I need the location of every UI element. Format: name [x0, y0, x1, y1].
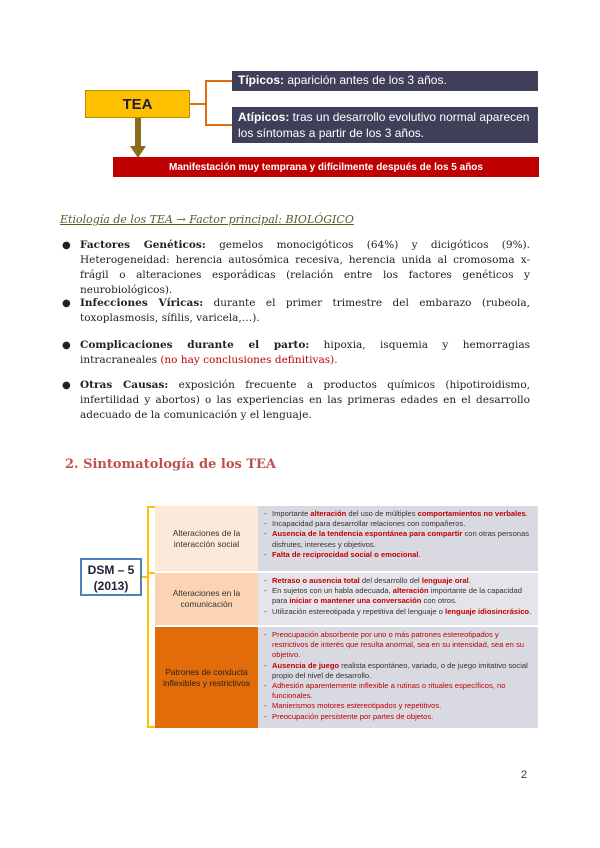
etiology-heading: Etiología de los TEA → Factor principal: BIOLÓGICO [60, 213, 354, 226]
section-heading: 2. Sintomatología de los TEA [65, 457, 277, 472]
category-behavior: Patrones de conducta inflexibles y restrictivos [155, 627, 258, 728]
item-term: Infecciones Víricas: [80, 297, 204, 309]
manifestation-bar: Manifestación muy temprana y difícilmente después de los 5 años [113, 157, 539, 177]
desc-behavior [258, 627, 538, 728]
dsm-bracket-line [147, 506, 149, 728]
etiology-item-birth [62, 338, 531, 368]
tipicos-text: aparición antes de los 3 años. [284, 73, 447, 87]
bullet-icon: ● [62, 240, 71, 251]
item-text: durante el primer trimestre del embarazo (rubeola, toxoplasmosis, sífilis, varicela,…). [80, 297, 530, 324]
atipicos-label: Atípicos: [238, 110, 290, 124]
etiology-item-genetic [62, 238, 530, 298]
item-text: hipoxia, isquemia y hemorragias intracraneales [80, 339, 531, 366]
category-communication: Alteraciones en la comunicación [155, 573, 258, 626]
list-item: - Adhesión aparentemente inflexible a rutinas o rituales específicos, no funcionales. [264, 681, 532, 701]
list-item: - Manierismos motores estereotipados y repetitivos. [264, 701, 532, 711]
tipicos-box [232, 71, 538, 91]
tea-box: TEA [85, 90, 190, 118]
item-note: (no hay conclusiones definitivas). [160, 354, 338, 366]
tipicos-label: Típicos: [238, 73, 285, 87]
list-item: - Falta de reciprocidad social o emocional. [264, 550, 532, 560]
list-item: - Preocupación persistente por partes de objetos. [264, 712, 532, 722]
list-item: - Retraso o ausencia total del desarrollo del lenguaje oral. [264, 576, 532, 586]
dsm-tick-3 [147, 726, 155, 728]
list-item: - Utilización estereotipada y repetitiva del lenguaje o lenguaje idiosincrásico. [264, 607, 532, 617]
list-item: - Ausencia de juego realista espontáneo, variado, o de juego imitativo social propio del nivel de desarrollo. [264, 661, 532, 681]
item-text: exposición frecuente a productos químicos (hipotiroidismo, infertilidad y abortos) o las experiencias en las primeras edades en el desarrollo adecuado de la comunicación y el lenguaje. [80, 379, 530, 421]
arrow-down-icon [130, 118, 146, 158]
desc-communication [258, 573, 538, 626]
dsm-year: (2013) [93, 579, 129, 593]
category-social: Alteraciones de la interacción social [155, 506, 258, 572]
connector-line-bottom [205, 124, 232, 126]
bullet-icon: ● [62, 380, 71, 391]
list-item: - Importante alteración del uso de múltiples comportamientos no verbales. [264, 509, 532, 519]
item-term: Factores Genéticos: [80, 239, 206, 251]
item-term: Complicaciones durante el parto: [80, 339, 310, 351]
atipicos-text: tras un desarrollo evolutivo normal aparecen los síntomas a partir de los 3 años. [238, 110, 530, 140]
list-item: - En sujetos con un habla adecuada, alteración importante de la capacidad para iniciar o mantener una conversación con otros. [264, 586, 532, 606]
bullet-icon: ● [62, 298, 71, 309]
page-number: 2 [521, 769, 528, 781]
dsm-title: DSM – 5 [87, 563, 135, 577]
connector-line-top [205, 80, 232, 82]
dsm-box [80, 558, 142, 596]
atipicos-box [232, 107, 538, 143]
list-item: - Incapacidad para desarrollar relaciones con compañeros. [264, 519, 532, 529]
list-item: - Ausencia de la tendencia espontánea para compartir con otras personas disfrutes, intereses y objetivos. [264, 529, 532, 549]
dsm-connector [142, 576, 148, 578]
dsm-tick-1 [147, 506, 155, 508]
desc-social [258, 506, 538, 572]
etiology-item-viral [62, 296, 530, 326]
list-item: - Preocupación absorbente por uno o más patrones estereotipados y restrictivos de interés que resulta anormal, sea en su intensidad, sea en su objetivo. [264, 630, 532, 661]
item-text: gemelos monocigóticos (64%) y dicigóticos (9%). Heterogeneidad: herencia autosómica recesiva, herencia unida al cromosoma x-frágil o alteraciones esporádicas (relación entre los factores genéticos y neurobiológicos). [80, 239, 530, 296]
dsm-tick-2 [147, 572, 155, 574]
etiology-item-other [62, 378, 530, 423]
bullet-icon: ● [62, 340, 71, 351]
connector-line-from-tea [190, 103, 206, 105]
item-term: Otras Causas: [80, 379, 169, 391]
